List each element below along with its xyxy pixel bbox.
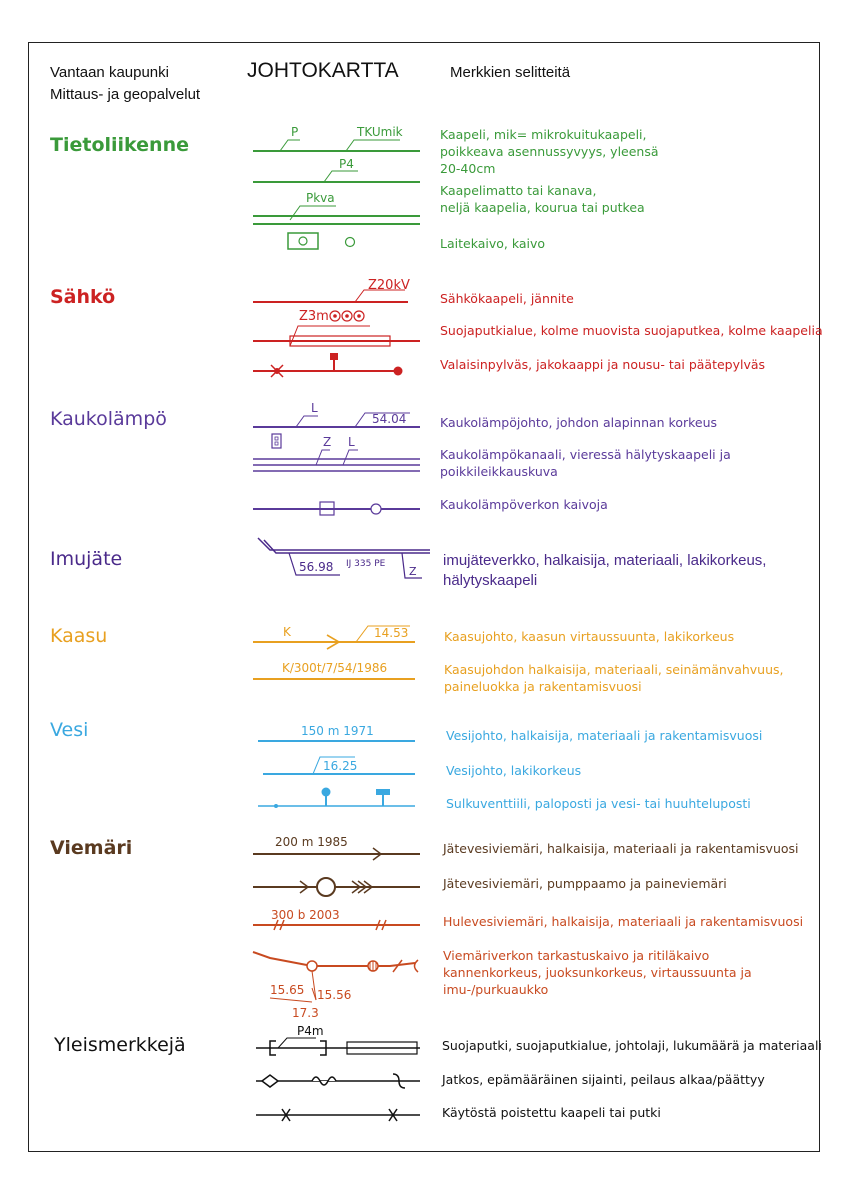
imujate-symbols — [258, 538, 430, 578]
well-icon — [346, 238, 355, 247]
page-subtitle: Merkkien selitteitä — [450, 64, 571, 81]
tietoliikenne-symbols — [253, 140, 420, 249]
label-kaasu-elev: 14.53 — [374, 626, 409, 640]
desc-water-line: Vesijohto, halkaisija, materiaali ja rakentamisvuosi — [446, 728, 763, 743]
desc-telecom-cable: Kaapeli, mik= mikrokuitukaapeli, poikkeava asennussyvyys, yleensä 20-40cm — [440, 127, 659, 176]
label-p4m: P4m — [297, 1024, 324, 1038]
section-title-imujate: Imujäte — [50, 548, 123, 570]
label-kaasu-spec: K/300t/7/54/1986 — [282, 661, 388, 675]
desc-abandoned: Käytöstä poistettu kaapeli tai putki — [442, 1105, 661, 1120]
desc-sewer-pump: Jätevesiviemäri, pumppaamo ja paineviemäri — [443, 876, 727, 891]
distribution-cabinet-icon — [330, 353, 338, 360]
label-z: Z — [323, 435, 332, 449]
label-imu-elev: 56.98 — [299, 560, 334, 574]
flushing-post-icon — [376, 789, 390, 795]
desc-protective-pipe-general: Suojaputki, suojaputkialue, johtolaji, lukumäärä ja materiaali — [442, 1038, 822, 1053]
desc-device-well: Laitekaivo, kaivo — [440, 236, 546, 251]
desc-gas-line: Kaasujohto, kaasun virtaussuunta, lakikorkeus — [444, 629, 735, 644]
label-z20kv: Z20kV — [368, 278, 410, 293]
cross-section-icon — [272, 434, 281, 448]
vesi-symbols — [258, 741, 415, 806]
label-vesi-spec: 150 m 1971 — [301, 724, 374, 738]
desc-gas-spec: Kaasujohdon halkaisija, materiaali, seinämänvahvuus, paineluokka ja rakentamisvuosi — [444, 662, 784, 694]
desc-power-cable: Sähkökaapeli, jännite — [440, 291, 574, 306]
desc-heating-wells: Kaukolämpöverkon kaivoja — [440, 497, 608, 512]
section-title-yleismerkkeja: Yleismerkkejä — [54, 1034, 186, 1056]
label-p: P — [291, 125, 299, 139]
label-sewer-spec: 200 m 1985 — [275, 835, 348, 849]
kaukolampo-symbols — [253, 413, 420, 515]
desc-waste-network: imujäteverkko, halkaisija, materiaali, lakikorkeus, hälytyskaapeli — [443, 552, 767, 589]
pump-station-icon — [317, 878, 335, 896]
desc-valves: Sulkuventtiili, paloposti ja vesi- tai huuhteluposti — [446, 796, 751, 811]
valve-icon — [274, 804, 278, 808]
desc-cable-mat: Kaapelimatto tai kanava, neljä kaapelia, kourua tai putkea — [440, 183, 645, 215]
desc-heating-canal: Kaukolämpökanaali, vieressä hälytyskaapeli ja poikkileikkauskuva — [440, 447, 731, 479]
viemari-symbols — [253, 848, 420, 896]
yleis-symbols — [256, 1038, 420, 1121]
desc-junction: Jatkos, epämääräinen sijainti, peilaus alkaa/päättyy — [442, 1072, 765, 1087]
hydrant-icon — [322, 788, 331, 797]
label-l2: L — [348, 435, 355, 449]
lamp-post-icon — [274, 368, 280, 374]
desc-water-elevation: Vesijohto, lakikorkeus — [446, 763, 582, 778]
inspection-well-icon — [307, 961, 317, 971]
dept-name: Mittaus- ja geopalvelut — [50, 86, 201, 103]
device-well-icon — [288, 233, 318, 249]
waste-line — [258, 538, 430, 550]
label-imu-z: Z — [409, 565, 417, 578]
label-elev-1565: 15.65 — [270, 983, 305, 997]
section-title-kaukolampo: Kaukolämpö — [50, 408, 167, 430]
page-title: JOHTOKARTTA — [247, 59, 399, 82]
label-imu-ij: IJ 335 PE — [346, 559, 386, 569]
desc-sewer: Jätevesiviemäri, halkaisija, materiaali ja rakentamisvuosi — [443, 841, 799, 856]
label-pkva: Pkva — [306, 191, 335, 205]
label-elev-1556: 15.56 — [317, 988, 352, 1002]
label-l: L — [311, 401, 318, 415]
sahko-symbols — [253, 290, 420, 377]
section-title-vesi: Vesi — [50, 719, 89, 741]
label-elev-5404: 54.04 — [372, 412, 407, 426]
pole-icon — [394, 367, 403, 376]
org-name: Vantaan kaupunki — [50, 64, 169, 81]
label-tkumik: TKUmik — [357, 125, 403, 139]
label-storm-spec: 300 b 2003 — [271, 908, 340, 922]
label-k: K — [283, 625, 291, 639]
label-vesi-elev: 16.25 — [323, 759, 358, 773]
section-title-kaasu: Kaasu — [50, 625, 108, 647]
desc-protective-pipe: Suojaputkialue, kolme muovista suojaputkea, kolme kaapelia — [440, 323, 823, 338]
label-elev-173: 17.3 — [292, 1006, 319, 1020]
desc-district-heating: Kaukolämpöjohto, johdon alapinnan korkeus — [440, 415, 718, 430]
junction-icon — [262, 1075, 278, 1087]
desc-sewer-wells: Viemäriverkon tarkastuskaivo ja ritiläkaivo kannenkorkeus, juoksunkorkeus, virtaussuunta ja imu-/purkuaukko — [443, 948, 752, 997]
section-title-tietoliikenne: Tietoliikenne — [50, 134, 189, 156]
label-z3m: Z3m — [299, 309, 329, 324]
label-p4: P4 — [339, 157, 354, 171]
section-title-viemari: Viemäri — [50, 837, 133, 859]
desc-stormwater: Hulevesiviemäri, halkaisija, materiaali ja rakentamisvuosi — [443, 914, 804, 929]
section-title-sahko: Sähkö — [50, 286, 116, 308]
desc-lamp-post: Valaisinpylväs, jakokaappi ja nousu- tai päätepylväs — [440, 357, 766, 372]
